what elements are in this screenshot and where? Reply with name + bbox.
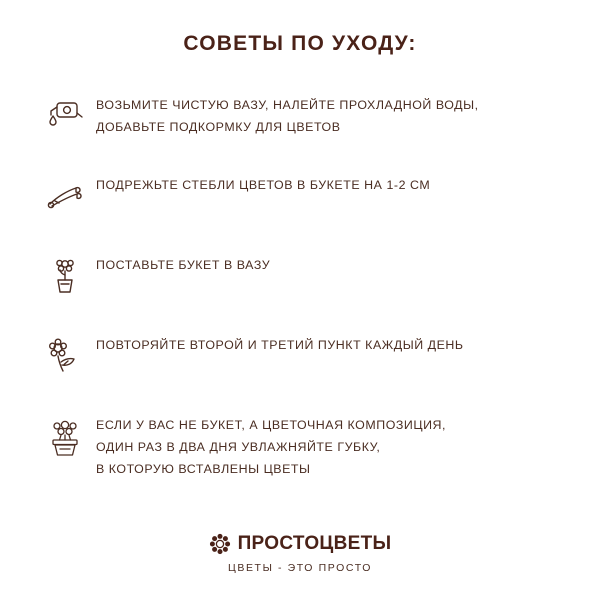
flower-logo-icon — [209, 533, 231, 555]
brand-tagline: ЦВЕТЫ - ЭТО ПРОСТО — [227, 562, 373, 574]
tip-text: ЕСЛИ У ВАС НЕ БУКЕТ, А ЦВЕТОЧНАЯ КОМПОЗИЦИЯ, ОДИН РАЗ В ДВА ДНЯ УВЛАЖНЯЙТЕ ГУБКУ, В КОТОРУЮ ВСТАВЛЕНЫ ЦВЕТЫ — [96, 418, 447, 476]
list-item — [0, 166, 600, 232]
list-item — [0, 326, 600, 392]
brand-logo — [0, 533, 600, 555]
flower-with-leaves-icon — [34, 326, 96, 388]
tip-text: ПОСТАВЬТЕ БУКЕТ В ВАЗУ — [96, 258, 271, 272]
tip-text: ПОДРЕЖЬТЕ СТЕБЛИ ЦВЕТОВ В БУКЕТЕ НА 1-2 СМ — [96, 178, 431, 192]
brand-name: ПРОСТОЦВЕТЫ — [237, 533, 392, 554]
page-title: СОВЕТЫ ПО УХОДУ: — [183, 32, 417, 55]
list-item — [0, 246, 600, 312]
footer — [0, 533, 600, 574]
flower-pot-icon — [34, 406, 96, 468]
flower-in-vase-icon — [34, 246, 96, 308]
pruning-shears-icon — [34, 166, 96, 228]
watering-can-icon — [34, 86, 96, 148]
list-item — [0, 86, 600, 152]
tip-text: ВОЗЬМИТЕ ЧИСТУЮ ВАЗУ, НАЛЕЙТЕ ПРОХЛАДНОЙ ВОДЫ, ДОБАВЬТЕ ПОДКОРМКУ ДЛЯ ЦВЕТОВ — [96, 98, 479, 134]
tip-text: ПОВТОРЯЙТЕ ВТОРОЙ И ТРЕТИЙ ПУНКТ КАЖДЫЙ ДЕНЬ — [96, 338, 464, 352]
list-item — [0, 406, 600, 480]
tips-list — [0, 86, 600, 480]
